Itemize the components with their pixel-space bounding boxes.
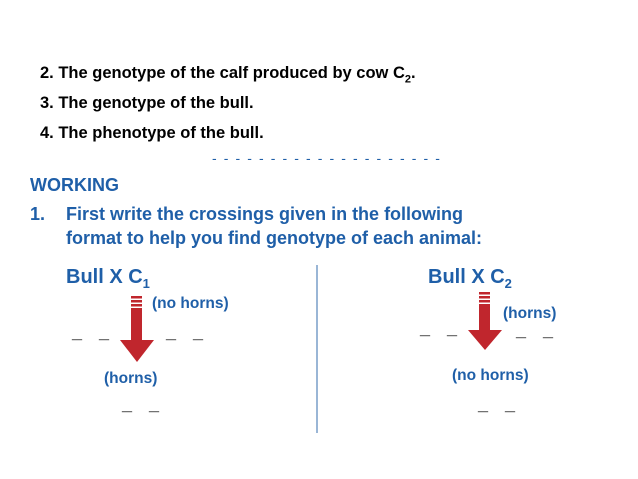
cross-left-blank-left: _ _ (72, 322, 116, 342)
cross-right-blank-offspring: _ _ (478, 394, 522, 414)
step-text-line-2: format to help you find genotype of each animal: (66, 228, 483, 248)
cross-right-parent-label: (horns) (503, 305, 557, 322)
cross-left-blank-offspring: _ _ (122, 394, 166, 414)
working-heading: WORKING (30, 175, 119, 195)
cross-right-arrow-icon (465, 292, 505, 354)
question-3: 3. The genotype of the bull. (40, 94, 254, 112)
cross-left-title-subscript: 1 (142, 276, 150, 291)
cross-left-arrow-icon (117, 296, 157, 366)
step-text-line-1: First write the crossings given in the following (66, 204, 464, 224)
question-2-period: . (411, 64, 416, 82)
cross-right-title (428, 266, 512, 291)
cross-right-blank-left: _ _ (420, 318, 464, 338)
question-2-subscript: 2 (404, 73, 412, 86)
cross-left-parent-label: (no horns) (152, 295, 229, 312)
cross-left-offspring-label: (horns) (104, 370, 158, 387)
cross-separator-line (316, 265, 318, 433)
cross-left-title-text: Bull X C (66, 266, 143, 288)
question-2 (40, 64, 416, 85)
cross-right-title-text: Bull X C (428, 266, 505, 288)
dashed-divider: - - - - - - - - - - - - - - - - - - - - (212, 150, 442, 166)
cross-right-title-subscript: 2 (504, 276, 512, 291)
cross-right-offspring-label: (no horns) (452, 367, 529, 384)
question-2-text: 2. The genotype of the calf produced by cow C (40, 64, 405, 82)
cross-right-blank-right: _ _ (516, 320, 560, 340)
cross-left-title (66, 266, 150, 291)
cross-left-blank-right: _ _ (166, 322, 210, 342)
question-4: 4. The phenotype of the bull. (40, 124, 264, 142)
step-number: 1. (30, 204, 46, 224)
